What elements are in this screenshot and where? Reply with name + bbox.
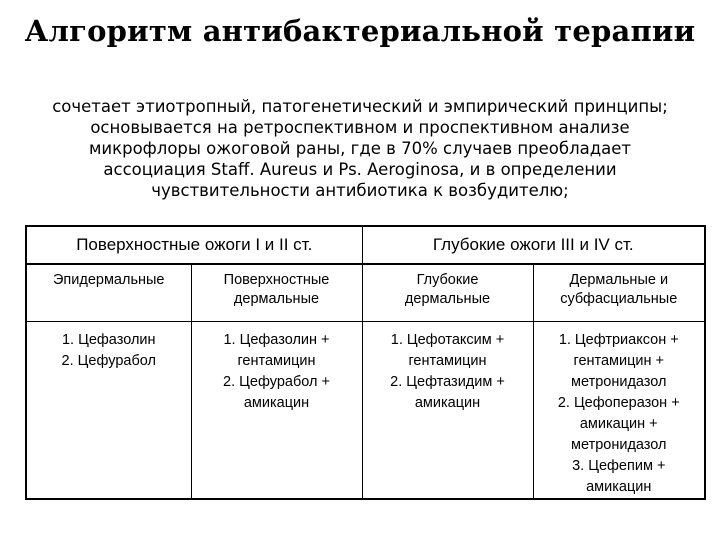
intro-line: сочетает этиотропный, патогенетический и эмпирический принципы; bbox=[52, 97, 668, 116]
treatment-superficial-dermal bbox=[191, 322, 362, 500]
treatment-line: метронидазол bbox=[571, 374, 667, 390]
group-header-superficial: Поверхностные ожоги I и II ст. bbox=[26, 226, 362, 264]
treatment-line: 1. Цефазолин + bbox=[223, 332, 330, 348]
subheader-superficial-dermal bbox=[191, 264, 362, 322]
treatment-deep-dermal bbox=[362, 322, 533, 500]
subheader-text: дермальные bbox=[233, 291, 320, 307]
intro-line: микрофлоры ожоговой раны, где в 70% случаев преобладает bbox=[88, 139, 632, 158]
subheader-text: Эпидермальные bbox=[52, 272, 165, 288]
treatment-line: 1. Цефазолин bbox=[61, 332, 156, 348]
subheader-text: Дермальные и bbox=[569, 272, 669, 288]
subheader-text: Глубокие bbox=[416, 272, 479, 288]
intro-paragraph bbox=[20, 96, 700, 201]
therapy-table bbox=[25, 225, 706, 500]
treatment-line: метронидазол bbox=[571, 437, 667, 453]
page-title: Алгоритм антибактериальной терапии bbox=[24, 14, 696, 48]
intro-line: основывается на ретроспективном и проспективном анализе bbox=[90, 118, 630, 137]
group-header-deep: Глубокие ожоги III и IV ст. bbox=[362, 226, 705, 264]
treatment-line: гентамицин bbox=[408, 353, 487, 369]
treatment-epidermal bbox=[26, 322, 191, 500]
treatment-line: 1. Цефтриаксон + bbox=[558, 332, 679, 348]
subheader-text: субфасциальные bbox=[560, 291, 678, 307]
subheader-deep-dermal bbox=[362, 264, 533, 322]
intro-line: ассоциация Staff. Aureus и Ps. Aeroginosa, и в определении bbox=[103, 160, 617, 179]
treatment-line: 2. Цефоперазон + bbox=[557, 395, 680, 411]
subheader-text: дермальные bbox=[404, 291, 491, 307]
treatment-line: гентамицин bbox=[237, 353, 316, 369]
treatment-line: 3. Цефепим + bbox=[572, 458, 666, 474]
treatment-line: амикацин bbox=[243, 395, 310, 411]
intro-line: чувствительности антибиотика к возбудителю; bbox=[151, 181, 569, 200]
treatment-line: гентамицин + bbox=[573, 353, 665, 369]
treatment-dermal-subfascial bbox=[533, 322, 705, 500]
subheader-text: Поверхностные bbox=[223, 272, 330, 288]
treatment-line: 2. Цефурабол bbox=[61, 353, 156, 369]
treatment-line: амикацин bbox=[414, 395, 481, 411]
treatment-line: 2. Цефурабол + bbox=[223, 374, 330, 390]
treatment-line: 1. Цефотаксим + bbox=[390, 332, 505, 348]
treatment-line: амикацин bbox=[586, 479, 652, 495]
treatment-line: 2. Цефтазидим + bbox=[390, 374, 505, 390]
subheader-epidermal bbox=[26, 264, 191, 322]
subheader-dermal-subfascial bbox=[533, 264, 705, 322]
treatment-line: амикацин + bbox=[579, 416, 658, 432]
